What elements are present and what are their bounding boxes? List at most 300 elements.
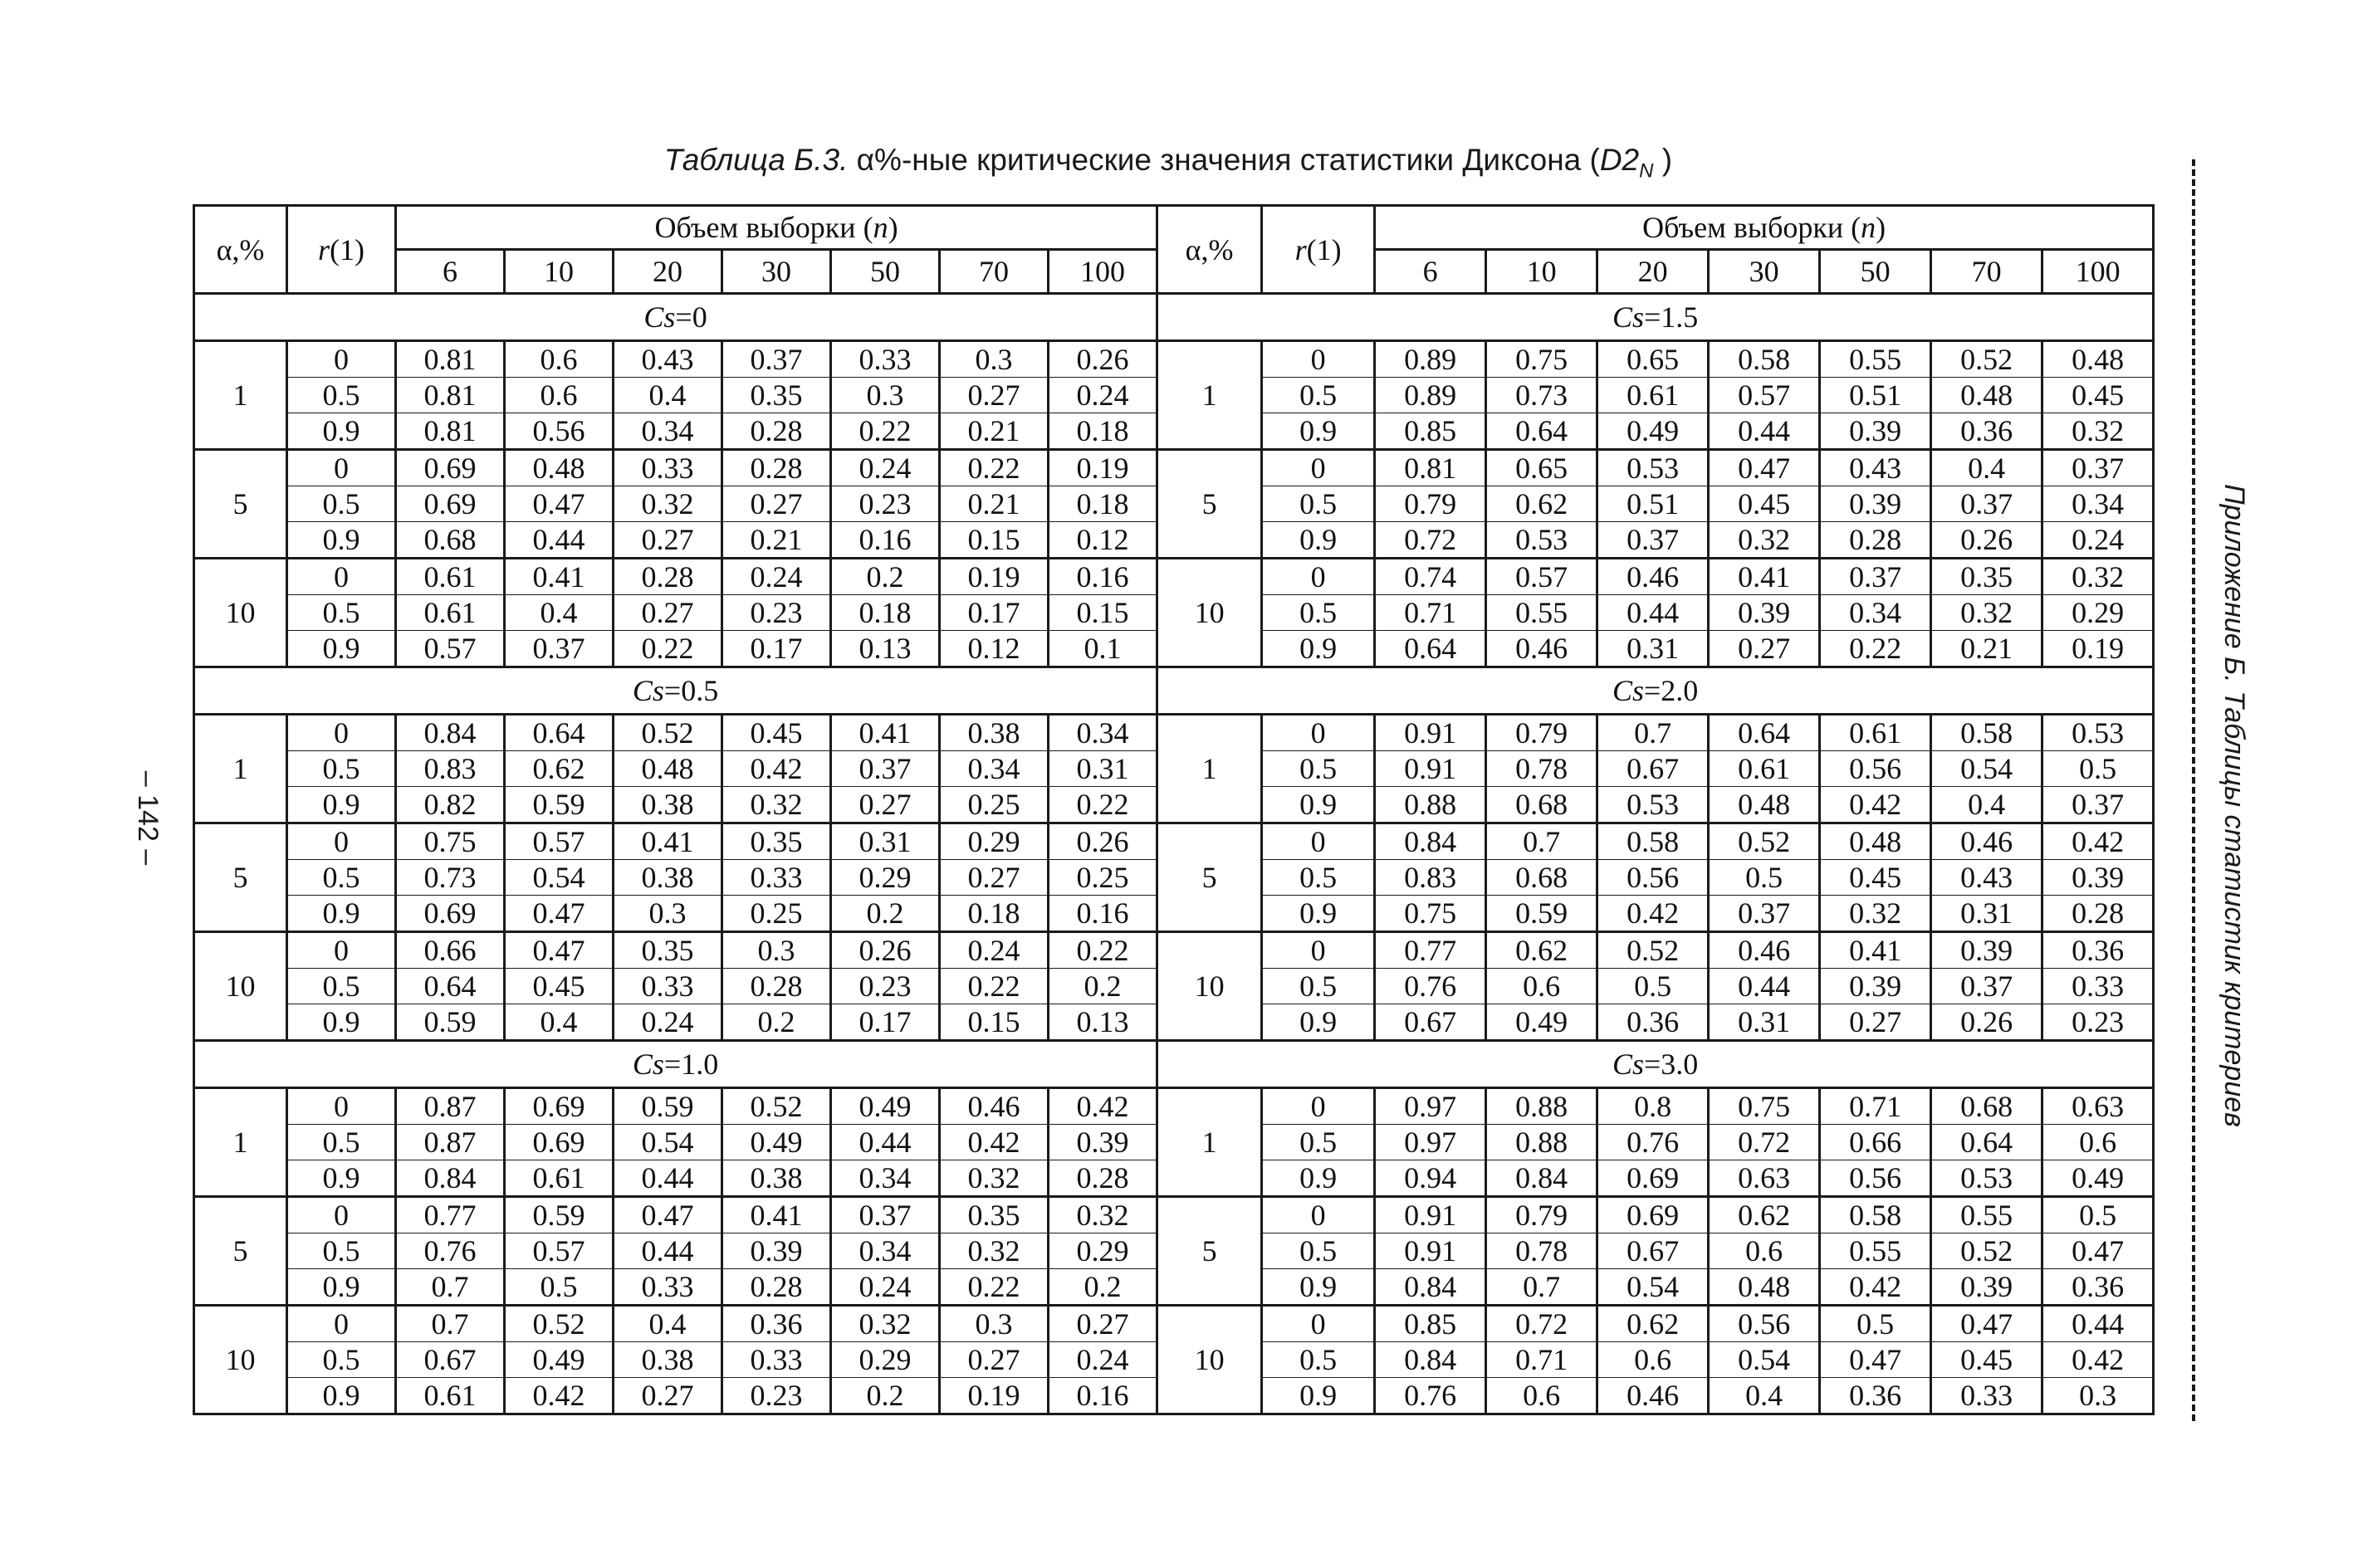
critical-value-cell: 0.34 [614, 413, 722, 450]
critical-value-cell: 0.4 [614, 1306, 722, 1342]
critical-value-cell: 0.36 [1820, 1378, 1931, 1414]
critical-value-cell: 0.31 [1597, 631, 1709, 667]
critical-value-cell: 0.44 [614, 1233, 722, 1269]
table-row [194, 715, 2154, 751]
critical-value-cell: 0.18 [1049, 413, 1157, 450]
cs-symbol: Cs [632, 674, 664, 707]
table-row [194, 450, 2154, 486]
critical-value-cell: 0.73 [396, 860, 505, 896]
critical-value-cell: 0.53 [2042, 715, 2154, 751]
critical-value-cell: 0.52 [1709, 823, 1820, 860]
critical-value-cell: 0.35 [1931, 559, 2042, 595]
critical-value-cell: 0.56 [505, 413, 614, 450]
critical-value-cell: 0.5 [1820, 1306, 1931, 1342]
critical-value-cell: 0.58 [1931, 715, 2042, 751]
critical-value-cell: 0.21 [1931, 631, 2042, 667]
r1-value-right: 0 [1262, 341, 1375, 378]
critical-value-cell: 0.42 [1597, 896, 1709, 932]
critical-value-cell: 0.25 [722, 896, 831, 932]
critical-value-cell: 0.45 [1820, 860, 1931, 896]
cs-label-left [194, 667, 1157, 715]
critical-value-cell: 0.89 [1375, 378, 1486, 413]
critical-value-cell: 0.39 [2042, 860, 2154, 896]
critical-value-cell: 0.56 [1820, 1160, 1931, 1197]
critical-value-cell: 0.46 [1597, 1378, 1709, 1414]
critical-value-cell: 0.46 [1486, 631, 1597, 667]
alpha-value-right: 5 [1157, 823, 1262, 932]
r1-value-left: 0.9 [287, 522, 396, 559]
critical-value-cell: 0.33 [614, 1269, 722, 1306]
sample-size-left: 20 [614, 250, 722, 294]
critical-value-cell: 0.62 [1709, 1197, 1820, 1233]
critical-value-cell: 0.81 [396, 378, 505, 413]
critical-value-cell: 0.32 [940, 1160, 1049, 1197]
critical-value-cell: 0.76 [1597, 1125, 1709, 1160]
critical-value-cell: 0.45 [1931, 1342, 2042, 1378]
critical-value-cell: 0.24 [722, 559, 831, 595]
table-row [194, 823, 2154, 860]
critical-value-cell: 0.39 [1820, 413, 1931, 450]
critical-value-cell: 0.83 [1375, 860, 1486, 896]
critical-value-cell: 0.66 [1820, 1125, 1931, 1160]
critical-value-cell: 0.34 [831, 1160, 940, 1197]
r1-value-left: 0.5 [287, 969, 396, 1004]
r1-value-left: 0.5 [287, 486, 396, 522]
critical-value-cell: 0.45 [2042, 378, 2154, 413]
critical-value-cell: 0.32 [1931, 595, 2042, 631]
critical-value-cell: 0.64 [1931, 1125, 2042, 1160]
critical-value-cell: 0.27 [1049, 1306, 1157, 1342]
alpha-header-right: α,% [1157, 206, 1262, 294]
critical-value-cell: 0.37 [1931, 969, 2042, 1004]
alpha-value-left: 1 [194, 715, 287, 823]
critical-value-cell: 0.28 [722, 969, 831, 1004]
critical-value-cell: 0.62 [1597, 1306, 1709, 1342]
critical-value-cell: 0.15 [940, 522, 1049, 559]
critical-value-cell: 0.33 [614, 450, 722, 486]
critical-value-cell: 0.42 [722, 751, 831, 787]
critical-value-cell: 0.88 [1486, 1125, 1597, 1160]
critical-value-cell: 0.2 [831, 559, 940, 595]
critical-value-cell: 0.39 [1931, 932, 2042, 969]
cs-symbol: Cs [632, 1048, 664, 1081]
critical-value-cell: 0.34 [940, 751, 1049, 787]
critical-value-cell: 0.57 [1486, 559, 1597, 595]
critical-value-cell: 0.68 [1931, 1088, 2042, 1125]
critical-value-cell: 0.42 [2042, 823, 2154, 860]
alpha-value-right: 10 [1157, 1306, 1262, 1414]
critical-value-cell: 0.81 [396, 413, 505, 450]
critical-value-cell: 0.53 [1597, 787, 1709, 823]
critical-value-cell: 0.85 [1375, 1306, 1486, 1342]
critical-value-cell: 0.27 [722, 486, 831, 522]
critical-value-cell: 0.72 [1709, 1125, 1820, 1160]
critical-value-cell: 0.64 [505, 715, 614, 751]
critical-value-cell: 0.25 [940, 787, 1049, 823]
critical-value-cell: 0.6 [1486, 969, 1597, 1004]
critical-value-cell: 0.32 [722, 787, 831, 823]
sample-size-right: 50 [1820, 250, 1931, 294]
critical-value-cell: 0.2 [1049, 969, 1157, 1004]
critical-value-cell: 0.81 [1375, 450, 1486, 486]
critical-value-cell: 0.87 [396, 1125, 505, 1160]
critical-value-cell: 0.19 [2042, 631, 2154, 667]
table-row [194, 1306, 2154, 1342]
critical-value-cell: 0.45 [1709, 486, 1820, 522]
caption-symbol: D2 [1599, 143, 1640, 177]
critical-value-cell: 0.28 [722, 413, 831, 450]
r1-value-right: 0.9 [1262, 413, 1375, 450]
cs-symbol: Cs [1612, 300, 1644, 334]
r1-value-left: 0 [287, 559, 396, 595]
critical-value-cell: 0.42 [940, 1125, 1049, 1160]
critical-value-cell: 0.54 [614, 1125, 722, 1160]
critical-value-cell: 0.6 [505, 378, 614, 413]
r1-value-right: 0.9 [1262, 631, 1375, 667]
critical-value-cell: 0.2 [831, 896, 940, 932]
critical-value-cell: 0.6 [505, 341, 614, 378]
critical-value-cell: 0.69 [396, 450, 505, 486]
critical-value-cell: 0.23 [722, 595, 831, 631]
critical-value-cell: 0.3 [722, 932, 831, 969]
critical-value-cell: 0.6 [2042, 1125, 2154, 1160]
critical-value-cell: 0.19 [1049, 450, 1157, 486]
alpha-value-left: 10 [194, 559, 287, 667]
alpha-value-left: 5 [194, 450, 287, 559]
critical-value-cell: 0.31 [831, 823, 940, 860]
sample-size-close: ) [888, 211, 898, 244]
critical-value-cell: 0.26 [1049, 823, 1157, 860]
cs-label-left [194, 1041, 1157, 1088]
critical-value-cell: 0.61 [1820, 715, 1931, 751]
r1-value-left: 0.9 [287, 1160, 396, 1197]
r1-value-right: 0.9 [1262, 896, 1375, 932]
critical-value-cell: 0.38 [614, 1342, 722, 1378]
sample-size-right: 6 [1375, 250, 1486, 294]
sample-size-left: 100 [1049, 250, 1157, 294]
critical-value-cell: 0.15 [1049, 595, 1157, 631]
critical-value-cell: 0.12 [940, 631, 1049, 667]
critical-value-cell: 0.61 [396, 559, 505, 595]
r1-arg: (1) [330, 232, 364, 266]
page-number [123, 770, 173, 865]
critical-value-cell: 0.24 [831, 450, 940, 486]
critical-value-cell: 0.84 [1375, 1342, 1486, 1378]
critical-value-cell: 0.61 [396, 595, 505, 631]
critical-value-cell: 0.5 [1709, 860, 1820, 896]
critical-value-cell: 0.54 [1709, 1342, 1820, 1378]
critical-value-cell: 0.44 [1709, 969, 1820, 1004]
critical-value-cell: 0.66 [396, 932, 505, 969]
r1-value-left: 0 [287, 450, 396, 486]
critical-value-cell: 0.24 [1049, 1342, 1157, 1378]
critical-value-cell: 0.36 [722, 1306, 831, 1342]
critical-value-cell: 0.33 [722, 1342, 831, 1378]
critical-value-cell: 0.63 [2042, 1088, 2154, 1125]
critical-value-cell: 0.13 [831, 631, 940, 667]
critical-value-cell: 0.7 [396, 1269, 505, 1306]
alpha-value-right: 10 [1157, 932, 1262, 1041]
critical-value-cell: 0.39 [1820, 969, 1931, 1004]
critical-value-cell: 0.83 [396, 751, 505, 787]
critical-value-cell: 0.47 [2042, 1233, 2154, 1269]
critical-value-cell: 0.37 [1597, 522, 1709, 559]
critical-value-cell: 0.35 [940, 1197, 1049, 1233]
alpha-value-right: 1 [1157, 715, 1262, 823]
critical-value-cell: 0.46 [1709, 932, 1820, 969]
cs-section-row [194, 294, 2154, 341]
critical-value-cell: 0.64 [396, 969, 505, 1004]
critical-value-cell: 0.72 [1486, 1306, 1597, 1342]
critical-value-cell: 0.23 [831, 486, 940, 522]
critical-value-cell: 0.48 [1709, 787, 1820, 823]
critical-value-cell: 0.59 [614, 1088, 722, 1125]
critical-value-cell: 0.47 [1820, 1342, 1931, 1378]
side-title-text: Приложение Б. Таблицы статистик критериев [2218, 483, 2250, 1127]
critical-value-cell: 0.16 [831, 522, 940, 559]
critical-value-cell: 0.22 [940, 450, 1049, 486]
sample-size-right: 10 [1486, 250, 1597, 294]
critical-value-cell: 0.26 [1931, 522, 2042, 559]
page-number-text: – 142 – [132, 770, 164, 865]
r1-value-right: 0 [1262, 823, 1375, 860]
critical-value-cell: 0.75 [1709, 1088, 1820, 1125]
r1-letter: r [318, 232, 330, 266]
critical-value-cell: 0.46 [940, 1088, 1049, 1125]
alpha-value-left: 1 [194, 341, 287, 450]
critical-value-cell: 0.28 [722, 1269, 831, 1306]
critical-value-cell: 0.22 [1820, 631, 1931, 667]
r1-value-left: 0.5 [287, 595, 396, 631]
alpha-value-left: 10 [194, 1306, 287, 1414]
critical-value-cell: 0.23 [722, 1378, 831, 1414]
table-row [194, 1197, 2154, 1233]
critical-value-cell: 0.26 [1931, 1004, 2042, 1041]
r1-value-right: 0 [1262, 450, 1375, 486]
sample-size-left: 10 [505, 250, 614, 294]
critical-value-cell: 0.35 [614, 932, 722, 969]
critical-value-cell: 0.48 [614, 751, 722, 787]
critical-value-cell: 0.91 [1375, 751, 1486, 787]
critical-value-cell: 0.44 [505, 522, 614, 559]
critical-value-cell: 0.68 [1486, 860, 1597, 896]
critical-value-cell: 0.68 [396, 522, 505, 559]
critical-value-cell: 0.69 [396, 486, 505, 522]
critical-value-cell: 0.54 [505, 860, 614, 896]
critical-value-cell: 0.58 [1709, 341, 1820, 378]
critical-value-cell: 0.3 [2042, 1378, 2154, 1414]
r1-value-right: 0 [1262, 1088, 1375, 1125]
critical-value-cell: 0.6 [1597, 1342, 1709, 1378]
critical-value-cell: 0.22 [831, 413, 940, 450]
r1-value-left: 0.5 [287, 860, 396, 896]
r1-value-right: 0.9 [1262, 1269, 1375, 1306]
critical-value-cell: 0.4 [1931, 787, 2042, 823]
critical-value-cell: 0.79 [1486, 1197, 1597, 1233]
critical-value-cell: 0.39 [1931, 1269, 2042, 1306]
r1-value-left: 0.9 [287, 1269, 396, 1306]
critical-value-cell: 0.24 [614, 1004, 722, 1041]
critical-value-cell: 0.52 [1931, 1233, 2042, 1269]
critical-value-cell: 0.65 [1486, 450, 1597, 486]
critical-value-cell: 0.39 [722, 1233, 831, 1269]
critical-value-cell: 0.97 [1375, 1088, 1486, 1125]
r1-value-left: 0 [287, 341, 396, 378]
critical-value-cell: 0.69 [1597, 1197, 1709, 1233]
critical-value-cell: 0.42 [1820, 787, 1931, 823]
critical-value-cell: 0.33 [2042, 969, 2154, 1004]
critical-value-cell: 0.18 [1049, 486, 1157, 522]
critical-value-cell: 0.62 [1486, 932, 1597, 969]
critical-value-cell: 0.84 [396, 1160, 505, 1197]
critical-value-cell: 0.42 [2042, 1342, 2154, 1378]
critical-value-cell: 0.43 [1820, 450, 1931, 486]
critical-value-cell: 0.58 [1597, 823, 1709, 860]
caption-text: α%-ные критические значения статистики Диксона ( [848, 143, 1600, 177]
r1-value-right: 0 [1262, 932, 1375, 969]
critical-value-cell: 0.91 [1375, 1197, 1486, 1233]
critical-value-cell: 0.2 [722, 1004, 831, 1041]
critical-value-cell: 0.41 [505, 559, 614, 595]
critical-value-cell: 0.57 [505, 1233, 614, 1269]
critical-value-cell: 0.42 [505, 1378, 614, 1414]
critical-value-cell: 0.43 [614, 341, 722, 378]
sample-size-right: 30 [1709, 250, 1820, 294]
r1-value-right: 0.5 [1262, 1342, 1375, 1378]
critical-value-cell: 0.79 [1375, 486, 1486, 522]
critical-value-cell: 0.42 [1820, 1269, 1931, 1306]
critical-value-cell: 0.38 [614, 787, 722, 823]
dashed-divider [2192, 159, 2195, 1421]
critical-value-cell: 0.69 [505, 1088, 614, 1125]
critical-value-cell: 0.28 [614, 559, 722, 595]
dixon-critical-values-table [193, 204, 2155, 1415]
critical-value-cell: 0.27 [614, 1378, 722, 1414]
caption-subscript: N [1639, 159, 1654, 183]
critical-value-cell: 0.65 [1597, 341, 1709, 378]
critical-value-cell: 0.21 [940, 486, 1049, 522]
critical-value-cell: 0.41 [614, 823, 722, 860]
critical-value-cell: 0.27 [940, 860, 1049, 896]
critical-value-cell: 0.37 [1931, 486, 2042, 522]
critical-value-cell: 0.52 [1931, 341, 2042, 378]
critical-value-cell: 0.52 [1597, 932, 1709, 969]
critical-value-cell: 0.6 [1486, 1378, 1597, 1414]
critical-value-cell: 0.88 [1486, 1088, 1597, 1125]
critical-value-cell: 0.37 [722, 341, 831, 378]
critical-value-cell: 0.55 [1931, 1197, 2042, 1233]
critical-value-cell: 0.72 [1375, 522, 1486, 559]
critical-value-cell: 0.47 [1931, 1306, 2042, 1342]
critical-value-cell: 0.36 [1931, 413, 2042, 450]
critical-value-cell: 0.71 [1486, 1342, 1597, 1378]
critical-value-cell: 0.37 [1709, 896, 1820, 932]
critical-value-cell: 0.26 [1049, 341, 1157, 378]
critical-value-cell: 0.79 [1486, 715, 1597, 751]
critical-value-cell: 0.39 [1820, 486, 1931, 522]
critical-value-cell: 0.44 [1597, 595, 1709, 631]
cs-value: =0.5 [663, 674, 719, 707]
critical-value-cell: 0.7 [396, 1306, 505, 1342]
critical-value-cell: 0.49 [505, 1342, 614, 1378]
table-row [194, 932, 2154, 969]
critical-value-cell: 0.48 [505, 450, 614, 486]
critical-value-cell: 0.36 [1597, 1004, 1709, 1041]
critical-value-cell: 0.24 [940, 932, 1049, 969]
critical-value-cell: 0.22 [940, 1269, 1049, 1306]
critical-value-cell: 0.67 [396, 1342, 505, 1378]
critical-value-cell: 0.37 [831, 1197, 940, 1233]
critical-value-cell: 0.75 [1375, 896, 1486, 932]
critical-value-cell: 0.48 [2042, 341, 2154, 378]
critical-value-cell: 0.59 [505, 1197, 614, 1233]
critical-value-cell: 0.22 [1049, 932, 1157, 969]
critical-value-cell: 0.77 [396, 1197, 505, 1233]
table-row [194, 1088, 2154, 1125]
critical-value-cell: 0.94 [1375, 1160, 1486, 1197]
r1-value-left: 0.9 [287, 1004, 396, 1041]
critical-value-cell: 0.49 [831, 1088, 940, 1125]
critical-value-cell: 0.16 [1049, 1378, 1157, 1414]
critical-value-cell: 0.26 [831, 932, 940, 969]
critical-value-cell: 0.97 [1375, 1125, 1486, 1160]
r1-value-right: 0 [1262, 1197, 1375, 1233]
critical-value-cell: 0.58 [1820, 1197, 1931, 1233]
critical-value-cell: 0.52 [505, 1306, 614, 1342]
critical-value-cell: 0.19 [940, 1378, 1049, 1414]
critical-value-cell: 0.3 [831, 378, 940, 413]
critical-value-cell: 0.78 [1486, 1233, 1597, 1269]
critical-value-cell: 0.29 [831, 1342, 940, 1378]
critical-value-cell: 0.64 [1709, 715, 1820, 751]
critical-value-cell: 0.27 [940, 1342, 1049, 1378]
critical-value-cell: 0.33 [1931, 1378, 2042, 1414]
critical-value-cell: 0.12 [1049, 522, 1157, 559]
critical-value-cell: 0.5 [2042, 1197, 2154, 1233]
r1-value-right: 0.5 [1262, 969, 1375, 1004]
critical-value-cell: 0.59 [1486, 896, 1597, 932]
critical-value-cell: 0.47 [505, 896, 614, 932]
critical-value-cell: 0.16 [1049, 896, 1157, 932]
critical-value-cell: 0.69 [1597, 1160, 1709, 1197]
side-running-title [2209, 483, 2258, 1127]
critical-value-cell: 0.22 [614, 631, 722, 667]
alpha-value-left: 1 [194, 1088, 287, 1197]
cs-symbol: Cs [1612, 674, 1644, 707]
critical-value-cell: 0.17 [722, 631, 831, 667]
critical-value-cell: 0.5 [505, 1269, 614, 1306]
critical-value-cell: 0.68 [1486, 787, 1597, 823]
critical-value-cell: 0.44 [831, 1125, 940, 1160]
critical-value-cell: 0.87 [396, 1088, 505, 1125]
critical-value-cell: 0.49 [1597, 413, 1709, 450]
critical-value-cell: 0.3 [940, 341, 1049, 378]
critical-value-cell: 0.37 [2042, 450, 2154, 486]
critical-value-cell: 0.63 [1709, 1160, 1820, 1197]
critical-value-cell: 0.53 [1486, 522, 1597, 559]
critical-value-cell: 0.67 [1597, 1233, 1709, 1269]
critical-value-cell: 0.28 [2042, 896, 2154, 932]
critical-value-cell: 0.13 [1049, 1004, 1157, 1041]
r1-value-right: 0.5 [1262, 751, 1375, 787]
critical-value-cell: 0.35 [722, 378, 831, 413]
critical-value-cell: 0.47 [505, 932, 614, 969]
critical-value-cell: 0.5 [1597, 969, 1709, 1004]
critical-value-cell: 0.25 [1049, 860, 1157, 896]
critical-value-cell: 0.7 [1486, 1269, 1597, 1306]
critical-value-cell: 0.32 [1820, 896, 1931, 932]
critical-value-cell: 0.8 [1597, 1088, 1709, 1125]
